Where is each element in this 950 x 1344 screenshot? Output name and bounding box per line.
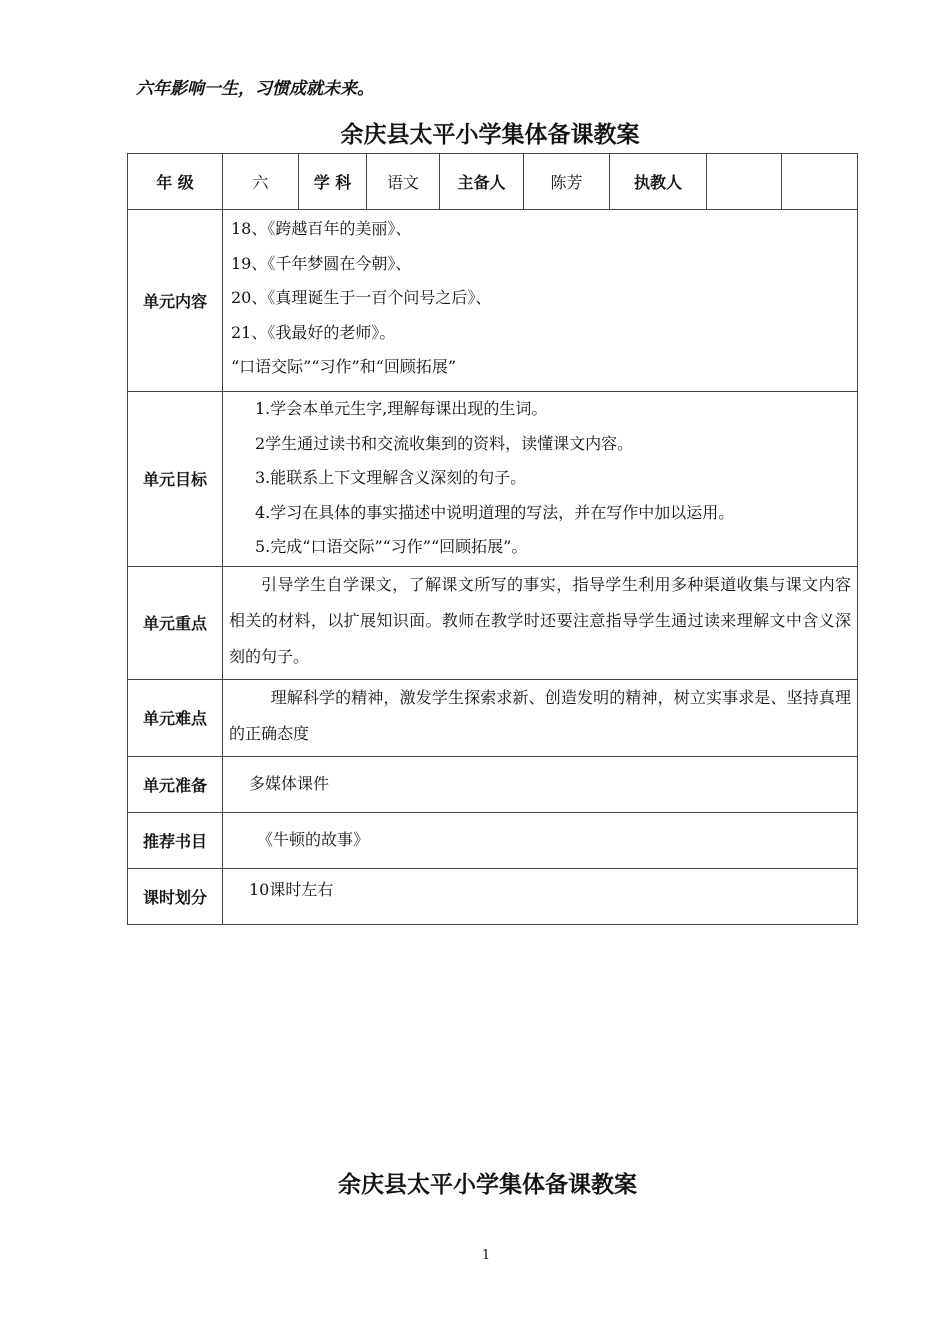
subject-label: 学 科: [299, 154, 367, 210]
periods-row: [128, 868, 858, 924]
teacher-label: 执教人: [610, 154, 707, 210]
unit-content-line: 21、《我最好的老师》。: [231, 322, 396, 342]
page-title-2: 余庆县太平小学集体备课教案: [338, 1172, 637, 1198]
unit-content-line: 18、《跨越百年的美丽》、: [231, 219, 412, 238]
page-title: 余庆县太平小学集体备课教案: [340, 122, 640, 148]
unit-goals-label: 单元目标: [128, 391, 223, 566]
books-text: 《牛顿的故事》: [257, 830, 370, 849]
subject-value: 语文: [367, 154, 440, 210]
books-row: [128, 812, 858, 868]
unit-prep-cell: [223, 756, 858, 812]
grade-label: 年 级: [128, 154, 223, 210]
unit-focus-row: [128, 566, 858, 679]
unit-prep-row: [128, 756, 858, 812]
unit-content-row: [128, 210, 858, 392]
unit-goals-row: [128, 391, 858, 566]
unit-prep-text: 多媒体课件: [249, 774, 330, 793]
unit-content-label: 单元内容: [128, 210, 223, 392]
unit-difficulty-row: [128, 679, 858, 756]
unit-difficulty-label: 单元难点: [128, 679, 223, 756]
unit-content-line: 19、《千年梦圆在今朝》、: [231, 253, 412, 273]
goal-line: 2学生通过读书和交流收集到的资料，读懂课文内容。: [255, 433, 634, 453]
books-label: 推荐书目: [128, 812, 223, 868]
unit-goals-cell: [223, 391, 858, 566]
unit-focus-cell: [223, 566, 858, 679]
unit-difficulty-cell: [223, 679, 858, 756]
lead-label: 主备人: [440, 154, 524, 210]
header-row: [128, 154, 858, 210]
goal-line: 1.学会本单元生字,理解每课出现的生词。: [255, 399, 548, 419]
goal-line: 4.学习在具体的事实描述中说明道理的写法，并在写作中加以运用。: [255, 502, 735, 522]
unit-difficulty-text: 理解科学的精神，激发学生探索求新、创造发明的精神，树立实事求是、坚持真理的正确态度: [229, 687, 851, 743]
books-cell: [223, 812, 858, 868]
periods-cell: [223, 868, 858, 924]
unit-focus-text: 引导学生自学课文，了解课文所写的事实，指导学生利用多种渠道收集与课文内容相关的材料，以扩展知识面。教师在教学时还要注意指导学生通过读来理解文中含义深刻的句子。: [229, 574, 851, 666]
goal-line: 3.能联系上下文理解含义深刻的句子。: [255, 468, 527, 488]
teacher-value: [707, 154, 782, 210]
goal-line: 5.完成“口语交际”“习作”“回顾拓展”。: [255, 537, 528, 557]
grade-value: 六: [223, 154, 299, 210]
lead-value: 陈芳: [524, 154, 610, 210]
unit-prep-label: 单元准备: [128, 756, 223, 812]
unit-content-cell: [223, 210, 858, 392]
lesson-plan-table: [127, 153, 858, 925]
unit-content-line: “口语交际”“习作”和“回顾拓展”: [231, 357, 457, 376]
periods-text: 10课时左右: [249, 879, 334, 899]
periods-label: 课时划分: [128, 868, 223, 924]
unit-focus-label: 单元重点: [128, 566, 223, 679]
page-number: 1: [481, 1248, 491, 1263]
unit-content-line: 20、《真理诞生于一百个问号之后》、: [231, 288, 492, 307]
motto: 六年影响一生，习惯成就未来。: [136, 79, 374, 99]
empty-cell: [782, 154, 858, 210]
